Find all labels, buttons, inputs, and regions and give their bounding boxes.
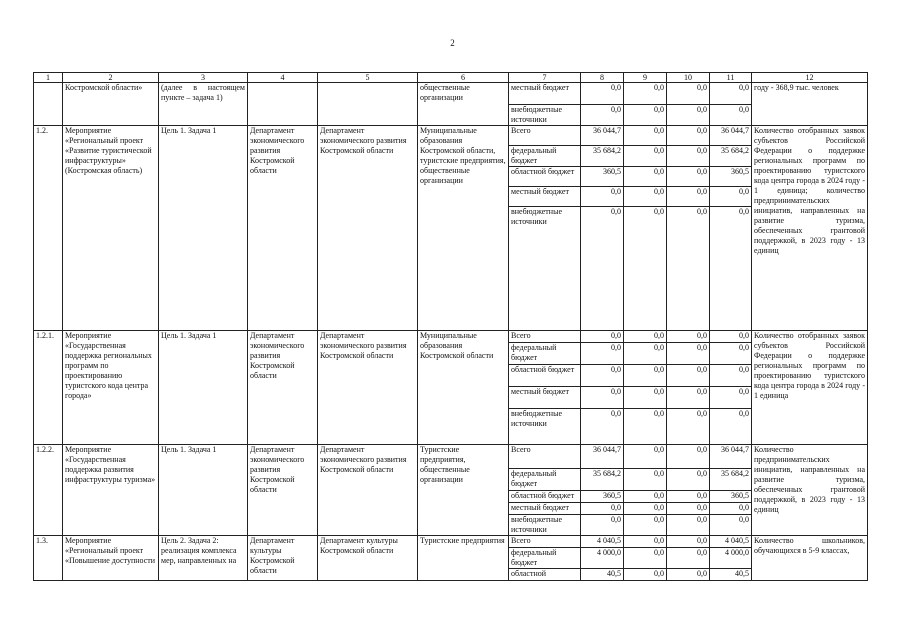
value-cell: 0,0 [710,331,752,343]
funding-source-cell: федеральный бюджет [509,469,581,491]
value-cell: 0,0 [581,187,624,207]
value-cell: 4 040,5 [710,536,752,548]
value-cell: 0,0 [624,445,667,469]
responsible-cell: Департамент экономического развития Костромской области [248,331,318,445]
funding-source-cell: местный бюджет [509,83,581,105]
funding-source-cell: внебюджетные источники [509,409,581,445]
value-cell: 0,0 [710,83,752,105]
value-cell: 0,0 [624,548,667,569]
value-cell: 0,0 [624,167,667,187]
value-cell: 40,5 [710,569,752,581]
value-cell: 0,0 [710,515,752,536]
value-cell: 0,0 [667,445,710,469]
participants-cell: Муниципальные образования Костромской области, туристские предприятия, общественные организации [418,126,509,331]
value-cell: 0,0 [710,409,752,445]
funding-source-cell: местный бюджет [509,387,581,409]
row-number-cell [34,83,63,126]
value-cell: 0,0 [667,331,710,343]
value-cell: 36 044,7 [710,126,752,146]
participants-cell: Муниципальные образования Костромской области [418,331,509,445]
value-cell: 0,0 [710,207,752,331]
funding-source-cell: Всего [509,445,581,469]
value-cell: 360,5 [581,491,624,503]
value-cell: 0,0 [581,503,624,515]
funding-source-cell: внебюджетные источники [509,515,581,536]
value-cell: 0,0 [624,469,667,491]
table-row [34,331,868,343]
value-cell: 360,5 [710,491,752,503]
value-cell: 0,0 [667,536,710,548]
value-cell: 36 044,7 [710,445,752,469]
funding-source-cell: областной бюджет [509,365,581,387]
value-cell: 35 684,2 [581,469,624,491]
value-cell: 0,0 [667,105,710,126]
column-number: 4 [248,73,318,83]
participants-cell: общественные организации [418,83,509,126]
column-number: 10 [667,73,710,83]
column-number: 2 [63,73,159,83]
goal-cell: Цель 1. Задача 1 [159,445,248,536]
value-cell: 0,0 [581,365,624,387]
value-cell: 0,0 [581,343,624,365]
value-cell: 40,5 [581,569,624,581]
column-number: 3 [159,73,248,83]
funding-source-cell: Всего [509,331,581,343]
value-cell: 0,0 [667,126,710,146]
value-cell: 0,0 [624,387,667,409]
goal-cell: Цель 1. Задача 1 [159,331,248,445]
value-cell: 0,0 [581,387,624,409]
column-number: 11 [710,73,752,83]
participants-cell: Туристские предприятия [418,536,509,581]
value-cell: 36 044,7 [581,126,624,146]
funding-source-cell: федеральный бюджет [509,343,581,365]
executor-cell [318,83,418,126]
funding-source-cell: областной [509,569,581,581]
value-cell: 0,0 [581,83,624,105]
column-number-row [34,73,868,83]
result-cell: Количество отобранных заявок субъектов Российской Федерации о поддержке региональных программ по проектированию туристского кода центра города в 2024 году - 1 единица; количество предпринимательских инициатив, направленных на развитие туризма, обеспеченных грантовой поддержкой, в 2023 году - 13 единиц [752,126,868,331]
value-cell: 0,0 [667,365,710,387]
column-number: 12 [752,73,868,83]
row-number-cell: 1.2.1. [34,331,63,445]
value-cell: 0,0 [624,83,667,105]
column-number: 9 [624,73,667,83]
measure-name-cell: Мероприятие «Региональный проект «Повышение доступности [63,536,159,581]
responsible-cell [248,83,318,126]
table-row [34,126,868,146]
executor-cell: Департамент культуры Костромской области [318,536,418,581]
goal-cell: (далее в настоящем пункте – задача 1) [159,83,248,126]
table-row [34,83,868,105]
measure-name-cell: Мероприятие «Государственная поддержка региональных программ по проектированию туристского кода центра города» [63,331,159,445]
measure-name-cell: Мероприятие «Государственная поддержка развития инфраструктуры туризма» [63,445,159,536]
value-cell: 0,0 [667,167,710,187]
value-cell: 0,0 [624,105,667,126]
value-cell: 360,5 [581,167,624,187]
row-number-cell: 1.2. [34,126,63,331]
row-number-cell: 1.3. [34,536,63,581]
funding-source-cell: местный бюджет [509,503,581,515]
executor-cell: Департамент экономического развития Костромской области [318,445,418,536]
value-cell: 0,0 [710,105,752,126]
funding-source-cell: внебюджетные источники [509,207,581,331]
result-cell: Количество школьников, обучающихся в 5-9 классах, [752,536,868,581]
value-cell: 0,0 [667,515,710,536]
table-row [34,536,868,548]
value-cell: 0,0 [624,409,667,445]
value-cell: 0,0 [581,105,624,126]
funding-source-cell: Всего [509,126,581,146]
funding-source-cell: внебюджетные источники [509,105,581,126]
value-cell: 0,0 [667,503,710,515]
funding-source-cell: местный бюджет [509,187,581,207]
value-cell: 0,0 [710,365,752,387]
value-cell: 0,0 [710,503,752,515]
value-cell: 0,0 [624,503,667,515]
result-cell: Количество предпринимательских инициатив, направленных на развитие туризма, обеспеченных грантовой поддержкой, в 2023 году - 13 единиц [752,445,868,536]
page-number: 2 [450,38,455,48]
value-cell: 0,0 [624,331,667,343]
value-cell: 35 684,2 [710,146,752,167]
value-cell: 0,0 [667,569,710,581]
value-cell: 0,0 [667,548,710,569]
value-cell: 0,0 [624,515,667,536]
responsible-cell: Департамент экономического развития Костромской области [248,445,318,536]
value-cell: 0,0 [581,515,624,536]
value-cell: 0,0 [581,409,624,445]
column-number: 8 [581,73,624,83]
value-cell: 0,0 [624,187,667,207]
value-cell: 0,0 [624,126,667,146]
value-cell: 35 684,2 [581,146,624,167]
funding-source-cell: Всего [509,536,581,548]
value-cell: 0,0 [667,469,710,491]
table-row [34,445,868,469]
measure-name-cell: Мероприятие «Региональный проект «Развитие туристической инфраструктуры» (Костромская область) [63,126,159,331]
value-cell: 0,0 [667,83,710,105]
column-number: 6 [418,73,509,83]
executor-cell: Департамент экономического развития Костромской области [318,126,418,331]
value-cell: 0,0 [624,491,667,503]
executor-cell: Департамент экономического развития Костромской области [318,331,418,445]
value-cell: 0,0 [624,569,667,581]
value-cell: 36 044,7 [581,445,624,469]
result-cell: году - 368,9 тыс. человек [752,83,868,126]
value-cell: 0,0 [710,387,752,409]
value-cell: 0,0 [667,207,710,331]
value-cell: 4 040,5 [581,536,624,548]
column-number: 1 [34,73,63,83]
column-number: 7 [509,73,581,83]
responsible-cell: Департамент экономического развития Костромской области [248,126,318,331]
goal-cell: Цель 1. Задача 1 [159,126,248,331]
value-cell: 0,0 [667,187,710,207]
value-cell: 0,0 [667,491,710,503]
value-cell: 0,0 [624,146,667,167]
column-number: 5 [318,73,418,83]
funding-source-cell: федеральный бюджет [509,146,581,167]
value-cell: 4 000,0 [581,548,624,569]
value-cell: 0,0 [667,409,710,445]
funding-source-cell: областной бюджет [509,491,581,503]
goal-cell: Цель 2. Задача 2: реализация комплекса мер, направленных на [159,536,248,581]
value-cell: 0,0 [710,187,752,207]
value-cell: 0,0 [581,331,624,343]
value-cell: 0,0 [624,365,667,387]
funding-source-cell: федеральный бюджет [509,548,581,569]
result-cell: Количество отобранных заявок субъектов Российской Федерации о поддержке региональных программ по проектированию туристского кода центра города в 2024 году - 1 единица [752,331,868,445]
measure-name-cell: Костромской области» [63,83,159,126]
funding-source-cell: областной бюджет [509,167,581,187]
value-cell: 0,0 [624,207,667,331]
value-cell: 35 684,2 [710,469,752,491]
value-cell: 360,5 [710,167,752,187]
value-cell: 0,0 [710,343,752,365]
value-cell: 0,0 [667,387,710,409]
participants-cell: Туристские предприятия, общественные организации [418,445,509,536]
row-number-cell: 1.2.2. [34,445,63,536]
value-cell: 0,0 [624,343,667,365]
value-cell: 0,0 [581,207,624,331]
value-cell: 0,0 [667,343,710,365]
value-cell: 0,0 [624,536,667,548]
value-cell: 4 000,0 [710,548,752,569]
measures-table [33,72,868,581]
responsible-cell: Департамент культуры Костромской области [248,536,318,581]
value-cell: 0,0 [667,146,710,167]
